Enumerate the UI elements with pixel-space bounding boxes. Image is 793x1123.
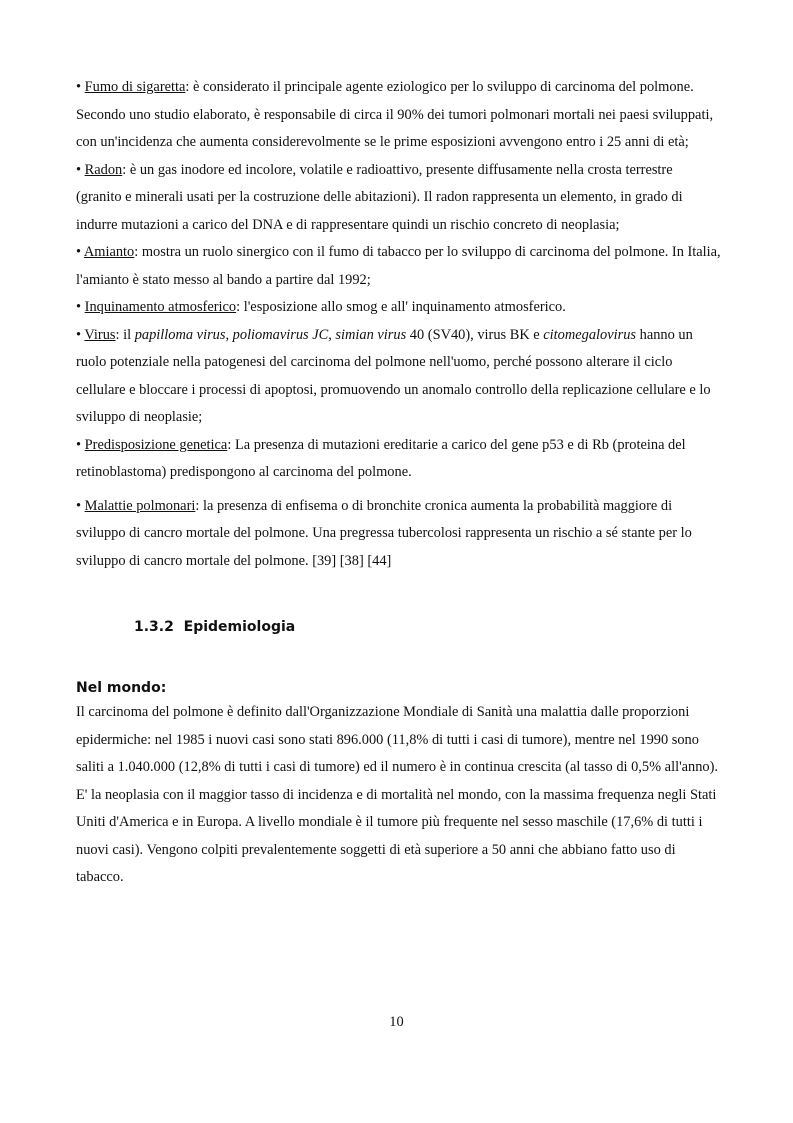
page-content [76,74,721,892]
virus-name: simian virus [335,326,407,343]
virus-name: poliomavirus JC [232,326,329,343]
subsection-heading: Nel mondo: [76,680,167,696]
bullet: • [76,299,82,315]
text-run: , [328,326,336,343]
risk-factor-item [76,157,721,240]
text-run: : il [115,326,135,343]
bullet: • [76,326,82,343]
paragraph: E' la neoplasia con il maggior tasso di incidenza e di mortalità nel mondo, con la massima frequenza negli Stati Uniti d'America e in Europa. A livello mondiale è il tumore più frequente nel sesso maschile (17,6% di tutti i nuovi casi). Vengono colpiti prevalentemente soggetti di età superiore a 50 anni che abbiano fatto uso di tabacco. [76,786,717,885]
section-title: Epidemiologia [183,619,296,635]
section-heading [134,615,721,639]
bullet: • [76,497,82,514]
risk-factor-term: Predisposizione genetica [84,436,228,453]
separator: : [227,436,235,453]
risk-factor-text: la presenza di enfisema o di bronchite cronica aumenta la probabilità maggiore di sviluppo di cancro mortale del polmone. Una pregressa tubercolosi rappresenta un rischio a sé stante per lo sviluppo di cancro mortale del polmone. [39] [38] [44] [76,497,692,569]
risk-factor-term: Radon [84,161,123,178]
separator: : [134,244,142,260]
separator: : [122,161,130,178]
risk-factor-item [76,432,721,487]
risk-factor-term: Amianto [83,244,135,260]
bullet: • [76,244,82,260]
text-run: hanno un ruolo potenziale nella patogenesi del carcinoma del polmone nell'uomo, perché possono alterare il ciclo cellulare e bloccare i processi di apoptosi, promuovendo un anomalo controllo della replicazione cellulare e lo sviluppo di neoplasie; [76,326,711,425]
risk-factor-item [76,74,721,157]
risk-factor-text: mostra un ruolo sinergico con il fumo di tabacco per lo sviluppo di carcinoma del polmone. In Italia, l'amianto è stato messo al bando a partire dal 1992; [76,244,721,288]
virus-name: citomegalovirus [543,326,637,343]
text-run: 40 (SV40), virus BK e [406,326,544,343]
risk-factor-text: l'esposizione allo smog e all' inquinamento atmosferico. [243,299,566,315]
risk-factor-text: La presenza di mutazioni ereditarie a carico del gene p53 e di Rb (proteina del retinoblastoma) predispongono al carcinoma del polmone. [76,436,686,480]
virus-name: papilloma virus [134,326,226,343]
risk-factor-item [76,239,721,294]
risk-factor-term: Inquinamento atmosferico [84,299,237,315]
risk-factor-item [76,493,721,576]
risk-factor-text: è considerato il principale agente eziologico per lo sviluppo di carcinoma del polmone. Secondo uno studio elaborato, è responsabile di circa il 90% dei tumori polmonari mortali nei paesi sviluppati, con un'incidenza che aumenta considerevolmente se le prime esposizioni avvengono entro i 25 anni di età; [76,79,714,150]
separator: : [195,497,203,514]
page-number: 10 [389,1014,404,1030]
separator: : [236,299,244,315]
bullet: • [76,436,82,453]
bullet: • [76,161,82,178]
risk-factor-term: Fumo di sigaretta [84,79,186,95]
risk-factor-text: è un gas inodore ed incolore, volatile e radioattivo, presente diffusamente nella crosta terrestre (granito e minerali usati per la costruzione delle abitazioni). Il radon rappresenta un elemento, in grado di indurre mutazioni a carico del DNA e di rappresentare quindi un rischio concreto di neoplasia; [76,161,683,233]
risk-factor-item [76,294,721,322]
text-run: , [225,326,233,343]
risk-factor-item-virus [76,322,721,432]
separator: : [185,79,193,95]
risk-factor-term: Virus [84,326,116,343]
risk-factor-term: Malattie polmonari [84,497,196,514]
paragraph: Il carcinoma del polmone è definito dall'Organizzazione Mondiale di Sanità una malattia dalle proporzioni epidermiche: nel 1985 i nuovi casi sono stati 896.000 (11,8% di tutti i casi di tumore), mentre nel 1990 sono saliti a 1.040.000 (12,8% di tutti i casi di tumore) ed il numero è in continua crescita (al tasso di 0,5% all'anno). [76,704,719,775]
bullet: • [76,79,82,95]
section-number: 1.3.2 [134,619,174,635]
